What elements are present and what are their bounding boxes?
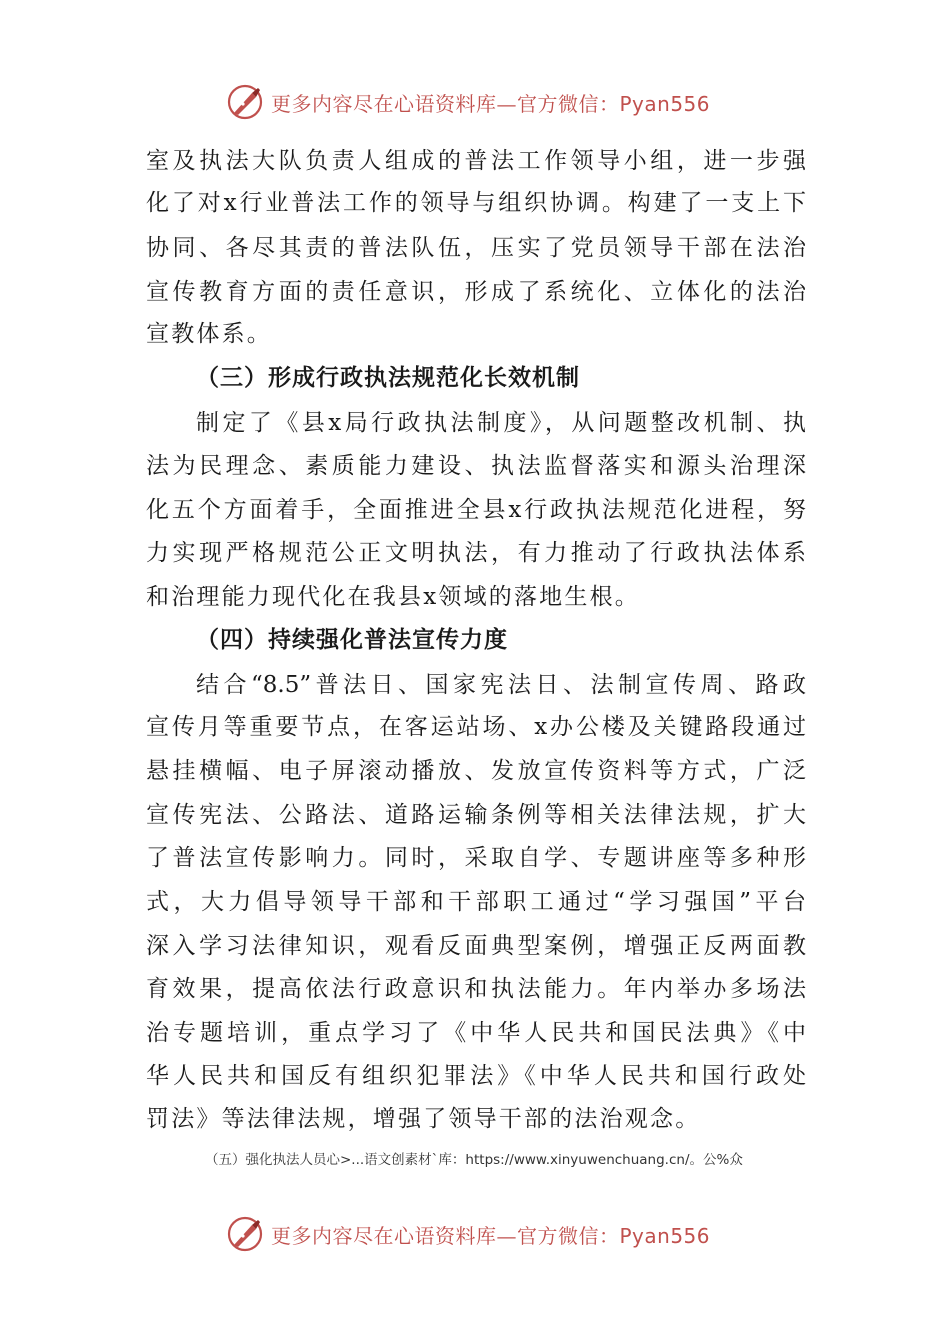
body-line: 宣传宪法、公路法、道路运输条例等相关法律法规，扩大	[146, 802, 806, 828]
watermark-banner-top	[225, 80, 745, 124]
body-line: 育效果，提高依法行政意识和执法能力。年内举办多场法	[146, 976, 806, 1002]
body-line: 悬挂横幅、电子屏滚动播放、发放宣传资料等方式，广泛	[146, 758, 806, 784]
body-line: 宣传教育方面的责任意识，形成了系统化、立体化的法治	[146, 279, 806, 305]
body-line: 协同、各尽其责的普法队伍，压实了党员领导干部在法治	[146, 235, 806, 261]
body-line: 和治理能力现代化在我县x领域的落地生根。	[146, 584, 640, 610]
watermark-text: 更多内容尽在心语资料库—官方微信：Pyan556	[271, 1223, 711, 1248]
body-line: 化五个方面着手，全面推进全县x行政执法规范化进程，努	[146, 497, 806, 523]
body-line: 深入学习法律知识，观看反面典型案例，增强正反两面教	[146, 933, 806, 959]
body-line: 宣传月等重要节点，在客运站场、x办公楼及关键路段通过	[146, 714, 806, 740]
footnote-line: （五）强化执法人员心>...语文创素材`库：https://www.xinyuwenchuang.cn/。公%众	[205, 1152, 743, 1168]
body-line: 罚法》等法律法规，增强了领导干部的法治观念。	[146, 1106, 701, 1132]
watermark-banner-bottom	[225, 1212, 745, 1256]
body-line: 室及执法大队负责人组成的普法工作领导小组，进一步强	[146, 148, 806, 174]
body-line: 化了对x行业普法工作的领导与组织协调。构建了一支上下	[146, 190, 806, 216]
body-line: 式，大力倡导领导干部和干部职工通过“学习强国”平台	[146, 889, 806, 915]
body-line: 了普法宣传影响力。同时，采取自学、专题讲座等多种形	[146, 845, 806, 871]
section-heading-3: （三）形成行政执法规范化长效机制	[196, 365, 580, 391]
body-line: 宣教体系。	[146, 321, 272, 347]
body-line: 制定了《县x局行政执法制度》，从问题整改机制、执	[196, 410, 806, 436]
body-line: 治专题培训，重点学习了《中华人民共和国民法典》《中	[146, 1020, 806, 1046]
pen-nib-logo-icon	[225, 82, 265, 122]
body-line: 力实现严格规范公正文明执法，有力推动了行政执法体系	[146, 540, 806, 566]
body-line: 华人民共和国反有组织犯罪法》《中华人民共和国行政处	[146, 1063, 806, 1089]
pen-nib-logo-icon	[225, 1214, 265, 1254]
section-heading-4: （四）持续强化普法宣传力度	[196, 627, 508, 653]
body-line: 结合“8.5”普法日、国家宪法日、法制宣传周、路政	[196, 672, 806, 698]
body-line: 法为民理念、素质能力建设、执法监督落实和源头治理深	[146, 453, 806, 479]
watermark-text: 更多内容尽在心语资料库—官方微信：Pyan556	[271, 91, 711, 116]
